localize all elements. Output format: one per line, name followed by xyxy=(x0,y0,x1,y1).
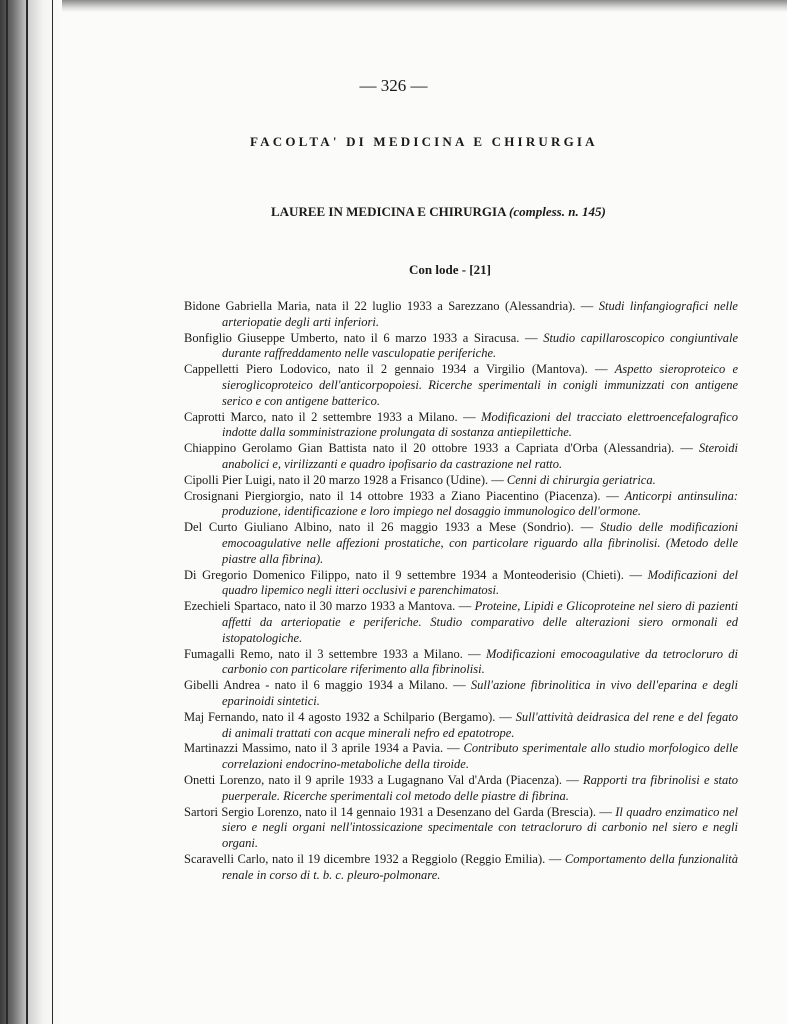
entry-person: Ezechieli Spartaco, nato il 30 marzo 1933 a Mantova. — xyxy=(184,599,472,614)
entry-person: Bidone Gabriella Maria, nata il 22 luglio 1933 a Sarezzano (Alessandria). — xyxy=(184,299,594,313)
list-item xyxy=(184,647,738,679)
entry-thesis-title: Aspetto sieroproteico e sieroglicoproteico dell'anticorpopoiesi. Ricerche sperimentali in conigli immunizzati con antigene serico e con antigene batterico. xyxy=(222,362,738,408)
entry-thesis-title: Contributo sperimentale allo studio morfologico delle correlazioni endocrino-metaboliche della tiroide. xyxy=(222,741,739,772)
entry-thesis-title: Steroidi anabolici e, virilizzanti e quadro ipofisario da castrazione nel ratto. xyxy=(222,441,738,471)
page-number: — 326 — xyxy=(359,76,428,95)
list-item xyxy=(184,520,738,567)
list-item xyxy=(184,710,738,742)
entry-thesis-title: Il quadro enzimatico nel siero e negli organi nell'intossicazione specimentale con tetracloruro di carbonio nel siero e negli organi. xyxy=(222,804,739,851)
entry-person: Martinazzi Massimo, nato il 3 aprile 1934 a Pavia. — xyxy=(184,741,460,756)
entry-person: Sartori Sergio Lorenzo, nato il 14 gennaio 1931 a Desenzano del Garda (Brescia). — xyxy=(184,804,612,819)
entry-thesis-title: Proteine, Lipidi e Glicoproteine nel siero di pazienti affetti da arteriopatie e periferiche. Studio comparativo delle alterazioni siero ormonali ed istopatologiche. xyxy=(222,599,738,645)
degree-heading xyxy=(271,204,606,220)
list-item xyxy=(184,741,738,773)
entry-person: Bonfiglio Giuseppe Umberto, nato il 6 marzo 1933 a Siracusa. — xyxy=(184,330,538,345)
entry-person: Di Gregorio Domenico Filippo, nato il 9 settembre 1934 a Monteoderisio (Chieti). — xyxy=(184,567,642,582)
list-item xyxy=(184,489,738,521)
entry-person: Chiappino Gerolamo Gian Battista nato il 20 ottobre 1933 a Capriata d'Orba (Alessandria). — xyxy=(184,441,693,456)
binding-edge-line xyxy=(26,0,28,1024)
graduates-list xyxy=(184,299,738,883)
entry-thesis-title: Cenni di chirurgia geriatrica. xyxy=(506,472,656,487)
entry-thesis-title: Sull'azione fibrinolitica in vivo dell'eparina e degli eparinoidi sintetici. xyxy=(222,678,738,708)
degree-heading-count: (compless. n. 145) xyxy=(509,204,606,219)
entry-person: Scaravelli Carlo, nato il 19 dicembre 1932 a Reggiolo (Reggio Emilia). — xyxy=(184,851,562,866)
entry-person: Cappelletti Piero Lodovico, nato il 2 gennaio 1934 a Virgilio (Mantova). — xyxy=(184,362,608,377)
list-item xyxy=(184,805,738,852)
entry-person: Del Curto Giuliano Albino, nato il 26 maggio 1933 a Mese (Sondrio). — xyxy=(184,520,594,535)
entry-person: Crosignani Piergiorgio, nato il 14 ottobre 1933 a Ziano Piacentino (Piacenza). — xyxy=(184,488,619,503)
list-item xyxy=(184,678,738,710)
faculty-heading: FACOLTA' DI MEDICINA E CHIRURGIA xyxy=(250,134,598,149)
entry-thesis-title: Modificazioni del quadro lipemico negli itteri occlusivi e parenchimatosi. xyxy=(222,567,738,598)
entry-thesis-title: Sull'attività deidrasica del rene e del fegato di animali trattati con acque minerali nefro ed epatotrope. xyxy=(222,709,738,740)
degree-heading-label: LAUREE IN MEDICINA E CHIRURGIA xyxy=(271,204,506,219)
entry-thesis-title: Studio capillaroscopico congiuntivale durante raffreddamento nelle vasculopatie periferiche. xyxy=(222,330,738,361)
page-top-edge xyxy=(62,0,787,12)
entry-person: Maj Fernando, nato il 4 agosto 1932 a Schilpario (Bergamo). — xyxy=(184,709,512,724)
binding-edge-line xyxy=(52,0,53,1024)
entry-thesis-title: Comportamento della funzionalità renale in corso di t. b. c. pleuro-polmonare. xyxy=(222,851,739,882)
entry-thesis-title: Studi linfangiografici nelle arteriopatie degli arti inferiori. xyxy=(222,299,738,329)
binding-edge-line xyxy=(6,0,8,1024)
section-heading: Con lode - [21] xyxy=(409,262,491,277)
list-item xyxy=(184,473,738,489)
list-item xyxy=(184,568,738,600)
entry-person: Fumagalli Remo, nato il 3 settembre 1933 a Milano. — xyxy=(184,646,481,661)
entry-thesis-title: Studio delle modificazioni emocoagulative nelle affezioni prostatiche, con particolare riguardo alla fibrinolisi. (Metodo delle piastre alla fibrina). xyxy=(222,520,738,566)
list-item xyxy=(184,441,738,473)
entry-person: Cipolli Pier Luigi, nato il 20 marzo 1928 a Frisanco (Udine). — xyxy=(184,472,504,487)
list-item xyxy=(184,599,738,646)
entry-thesis-title: Anticorpi antinsulina: produzione, identificazione e loro impiego nel dosaggio immunologico dell'ormone. xyxy=(222,488,739,519)
entry-thesis-title: Modificazioni del tracciato elettroencefalografico indotte dalla somministrazione prolungata di sostanza antiepilettiche. xyxy=(222,409,738,440)
entry-person: Onetti Lorenzo, nato il 9 aprile 1933 a Lugagnano Val d'Arda (Piacenza). — xyxy=(184,772,579,787)
list-item xyxy=(184,852,738,884)
list-item xyxy=(184,410,738,442)
list-item xyxy=(184,299,738,331)
entry-thesis-title: Modificazioni emocoagulative da tetrocloruro di carbonio con particolare riferimento alla fibrinolisi. xyxy=(222,646,739,677)
list-item xyxy=(184,773,738,805)
entry-person: Caprotti Marco, nato il 2 settembre 1933 a Milano. — xyxy=(184,409,476,424)
list-item xyxy=(184,362,738,409)
list-item xyxy=(184,331,738,363)
entry-thesis-title: Rapporti tra fibrinolisi e stato puerperale. Ricerche sperimentali col metodo delle piastre di fibrina. xyxy=(222,772,739,803)
entry-person: Gibelli Andrea - nato il 6 maggio 1934 a Milano. — xyxy=(184,678,466,693)
